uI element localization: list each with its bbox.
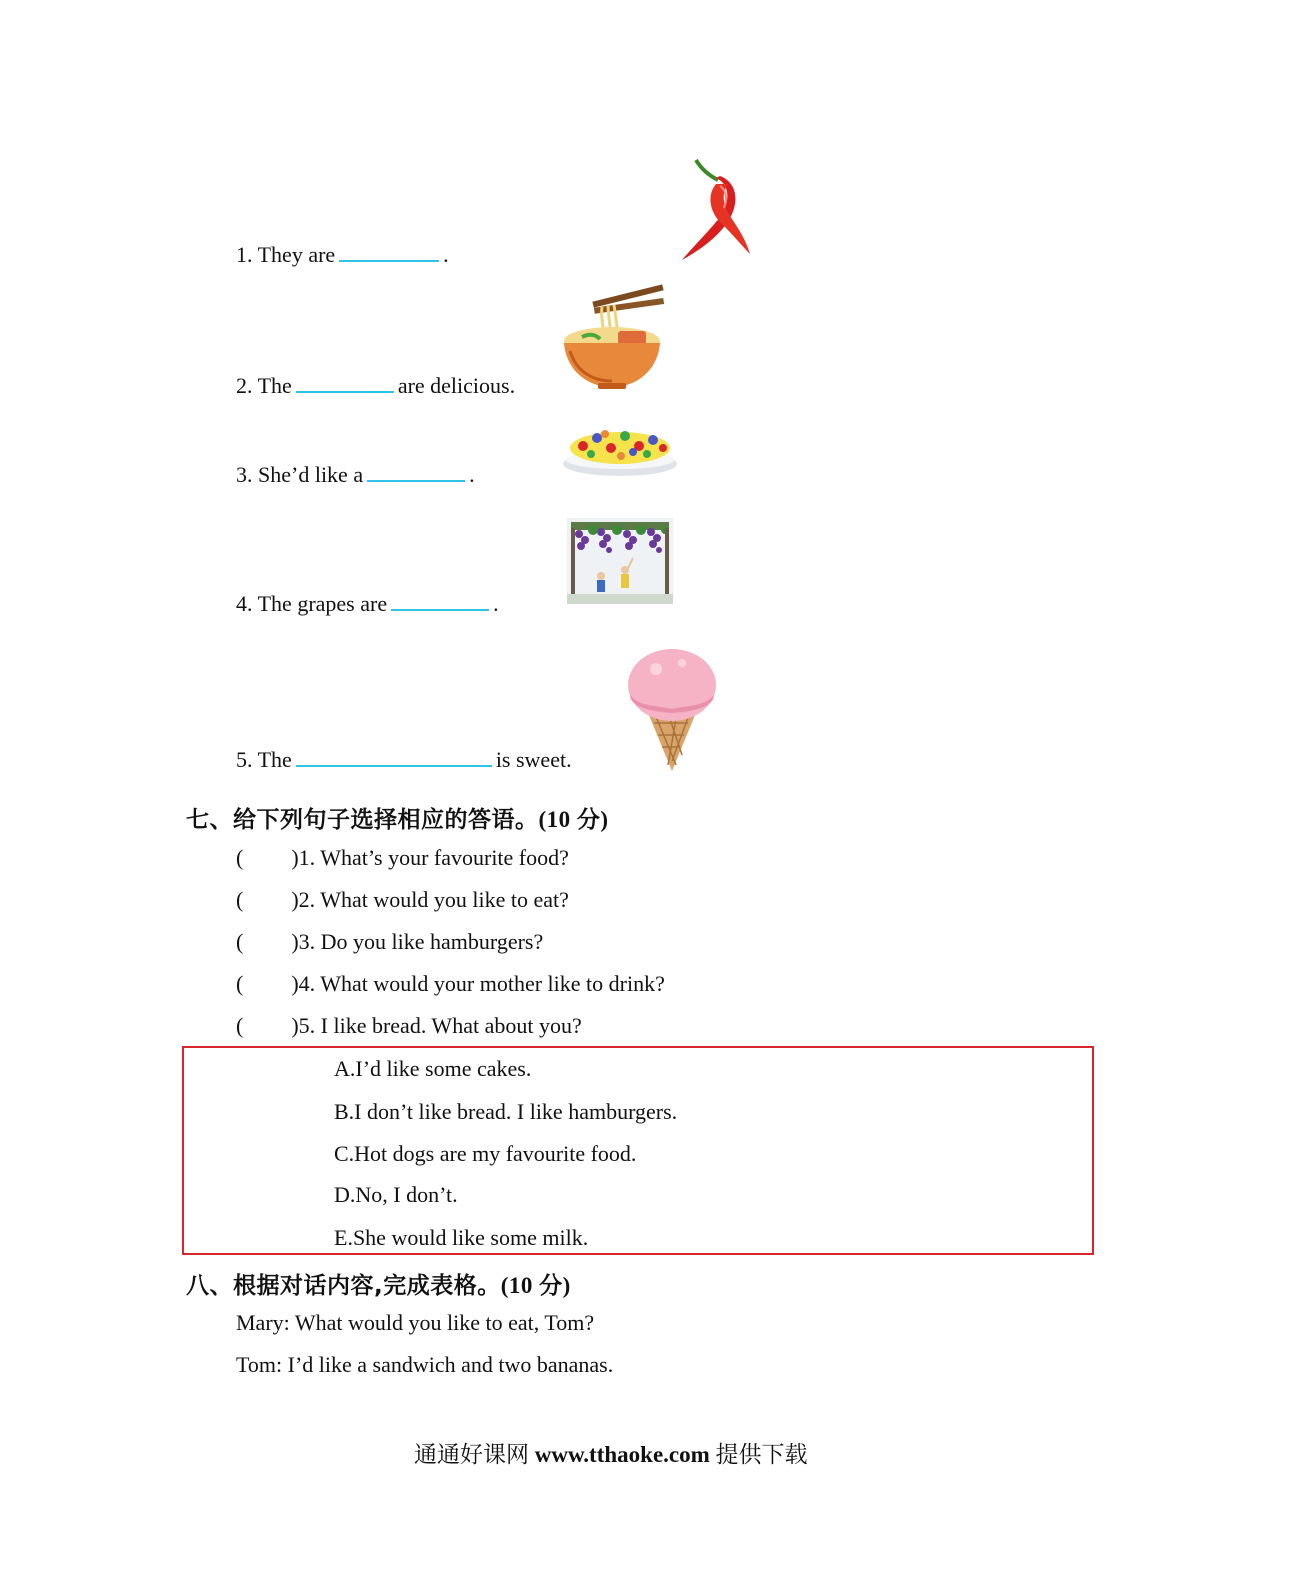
item-text-before: The grapes are (257, 591, 388, 616)
option-c: C.Hot dogs are my favourite food. (334, 1141, 637, 1166)
section8-title: 八、根据对话内容,完成表格。 (186, 1273, 501, 1299)
answer-paren[interactable]: ( (236, 971, 244, 996)
chili-pepper-icon (676, 156, 754, 264)
dialog-line-2: Tom: I’d like a sandwich and two bananas. (236, 1352, 614, 1377)
question-text: )3. Do you like hamburgers? (291, 929, 544, 954)
item-text-after: are delicious. (397, 373, 516, 398)
item-number: 5. (236, 747, 258, 772)
item-text-after: is sweet. (495, 747, 572, 772)
question-row-4 (236, 971, 665, 997)
question-text: )1. What’s your favourite food? (291, 845, 569, 870)
answer-blank[interactable] (391, 591, 489, 611)
options-box (182, 1046, 1094, 1255)
fill-item-2 (236, 373, 515, 399)
answer-blank[interactable] (367, 462, 465, 482)
noodle-bowl-icon (562, 283, 664, 391)
fruit-salad-icon (561, 420, 679, 478)
item-text-before: The (257, 747, 292, 772)
question-text: )2. What would you like to eat? (291, 887, 569, 912)
item-text-after: . (443, 242, 449, 267)
answer-blank[interactable] (339, 242, 439, 262)
answer-paren[interactable]: ( (236, 845, 244, 870)
fill-item-5 (236, 747, 572, 773)
option-b: B.I don’t like bread. I like hamburgers. (334, 1099, 678, 1124)
section8-heading (186, 1267, 571, 1300)
option-a: A.I’d like some cakes. (334, 1056, 532, 1081)
item-number: 1. (236, 242, 258, 267)
footer-suffix: 提供下载 (709, 1442, 808, 1467)
dialog-line-1: Mary: What would you like to eat, Tom? (236, 1310, 595, 1335)
item-text-after: . (469, 462, 475, 487)
question-text: )5. I like bread. What about you? (291, 1013, 582, 1038)
answer-paren[interactable]: ( (236, 1013, 244, 1038)
item-text-after: . (493, 591, 499, 616)
item-text-before: They are (257, 242, 336, 267)
fill-item-1 (236, 242, 449, 268)
footer-prefix: 通通好课网 (414, 1442, 535, 1467)
section7-heading (186, 801, 609, 834)
item-number: 2. (236, 373, 258, 398)
question-row-2 (236, 887, 569, 913)
option-d: D.No, I don’t. (334, 1182, 458, 1207)
item-number: 3. (236, 462, 258, 487)
question-row-3 (236, 929, 543, 955)
question-row-5 (236, 1013, 582, 1039)
ice-cream-icon (626, 645, 718, 773)
section7-points: (10 分) (538, 807, 609, 832)
answer-paren[interactable]: ( (236, 887, 244, 912)
question-text: )4. What would your mother like to drink? (291, 971, 665, 996)
answer-blank[interactable] (296, 747, 492, 767)
fill-item-3 (236, 462, 475, 488)
grape-vine-icon (567, 518, 673, 604)
option-e: E.She would like some milk. (334, 1225, 589, 1250)
item-text-before: The (257, 373, 292, 398)
section7-title: 七、给下列句子选择相应的答语。 (186, 807, 539, 833)
item-number: 4. (236, 591, 258, 616)
fill-item-4 (236, 591, 499, 617)
footer (414, 1436, 808, 1469)
item-text-before: She’d like a (258, 462, 364, 487)
question-row-1 (236, 845, 569, 871)
section8-points: (10 分) (500, 1273, 571, 1298)
answer-blank[interactable] (296, 373, 394, 393)
answer-paren[interactable]: ( (236, 929, 244, 954)
footer-url[interactable]: www.tthaoke.com (534, 1442, 710, 1467)
